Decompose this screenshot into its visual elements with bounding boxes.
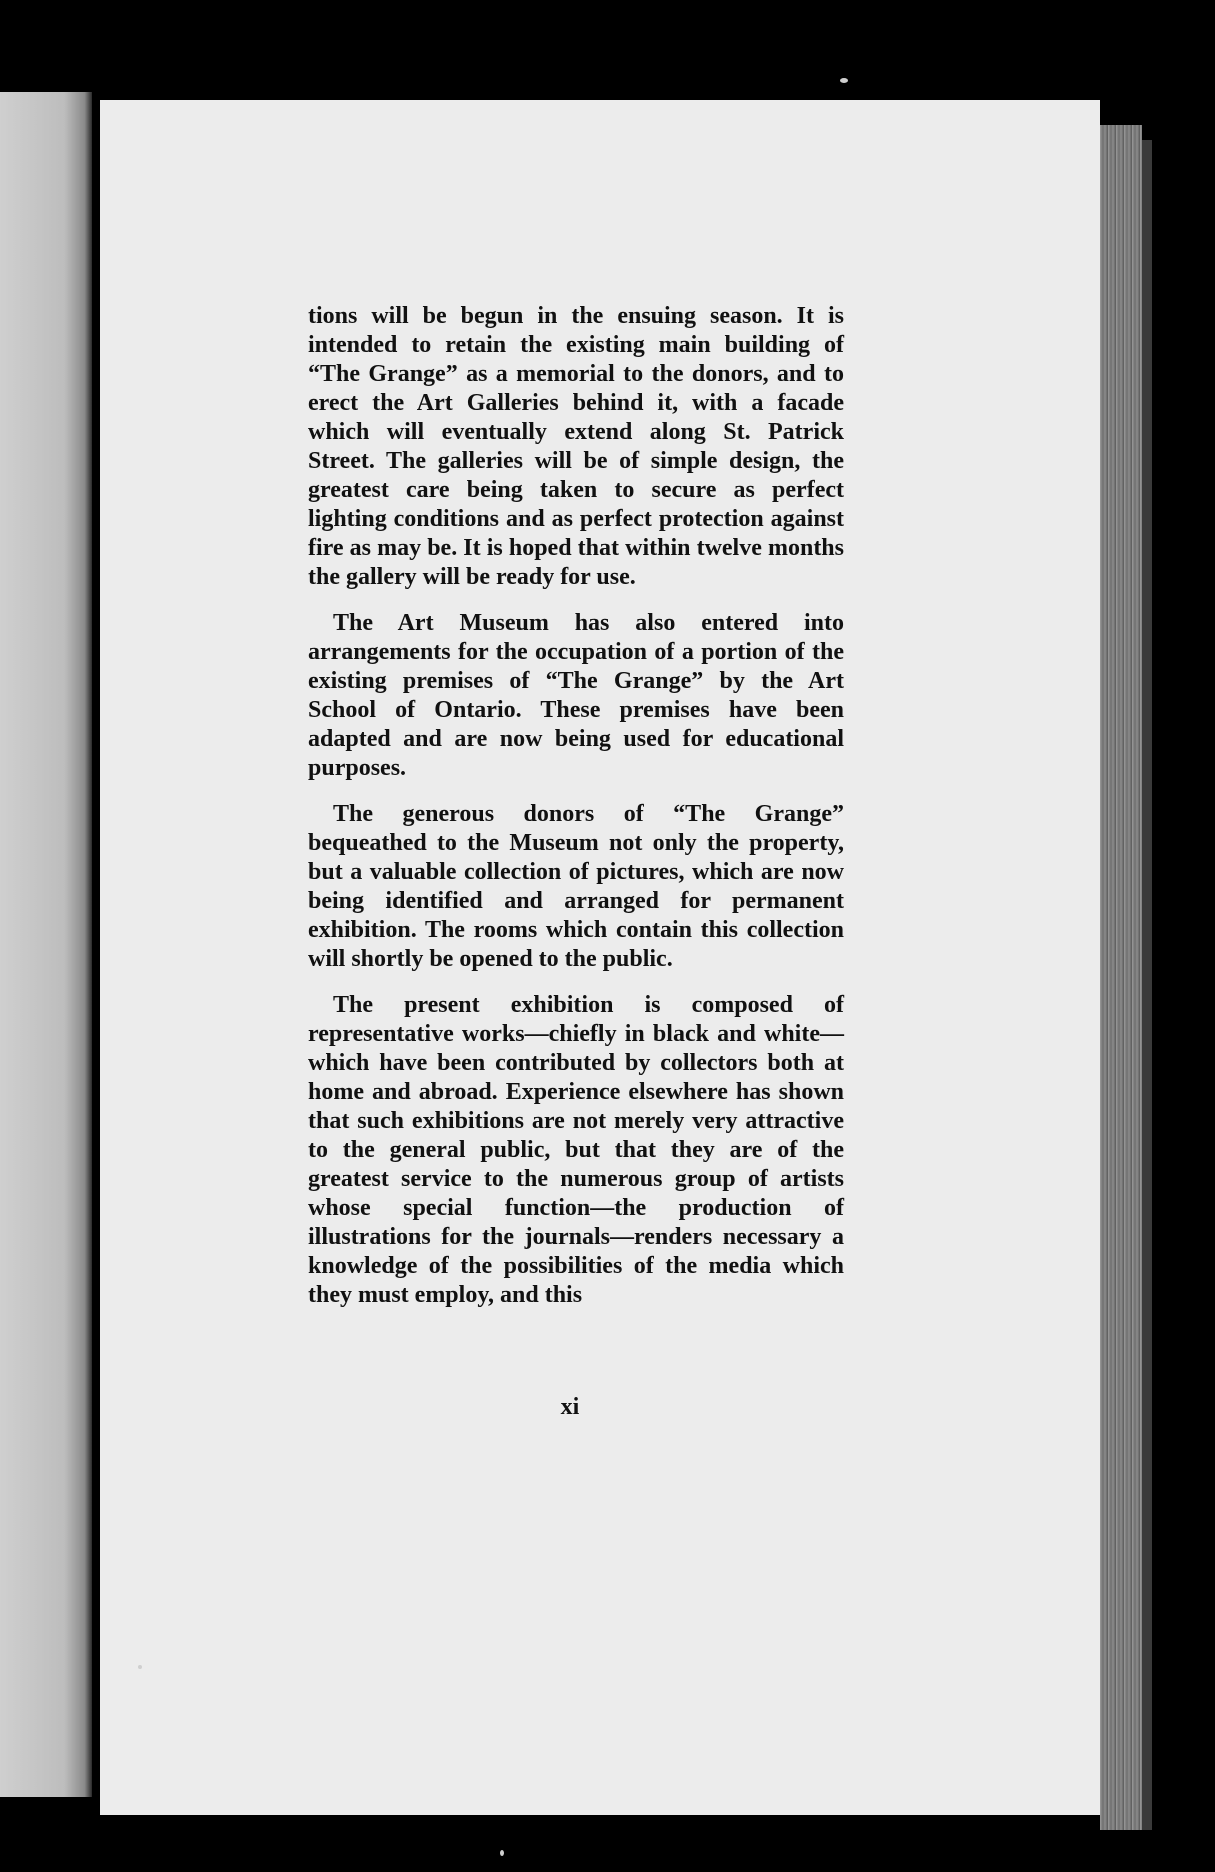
left-page-edge [0,92,92,1797]
scan-speck [500,1850,504,1856]
page-number: xi [560,1394,580,1420]
page-stack-edge [1100,125,1142,1830]
paragraph-present-exhibition: The present exhibition is composed of representative works—chiefly in black and white—which have been contributed by collectors both at home and abroad. Experience elsewhere has shown that such exhibitions are not merely very attractive to the general public, but that they are of the greatest service to the numerous group of artists whose special function—the production of illustrations for the journals—renders necessary a knowledge of the possibilities of the media which they must employ, and this [308,992,844,1308]
paragraph-art-school: The Art Museum has also entered into arrangements for the occupation of a portion of the existing premises of “The Grange” by the Art School of Ontario. These premises have been adapted and are now being used for educational purposes. [308,610,844,781]
scan-speck [138,1665,142,1669]
paragraph-donors-collection: The generous donors of “The Grange” bequeathed to the Museum not only the property, but a valuable collection of pictures, which are now being identified and arranged for permanent exhibition. The rooms which contain this collection will shortly be opened to the public. [308,801,844,972]
paragraph-continuation: tions will be begun in the ensuing season. It is intended to retain the existing main building of “The Grange” as a memorial to the donors, and to erect the Art Galleries behind it, with a facade which will eventually extend along St. Patrick Street. The galleries will be of simple design, the greatest care being taken to secure as perfect lighting conditions and as perfect protection against fire as may be. It is hoped that within twelve months the gallery will be ready for use. [308,303,844,590]
body-text [308,302,844,1327]
binding-shadow [1142,140,1152,1830]
scan-speck [840,78,848,83]
